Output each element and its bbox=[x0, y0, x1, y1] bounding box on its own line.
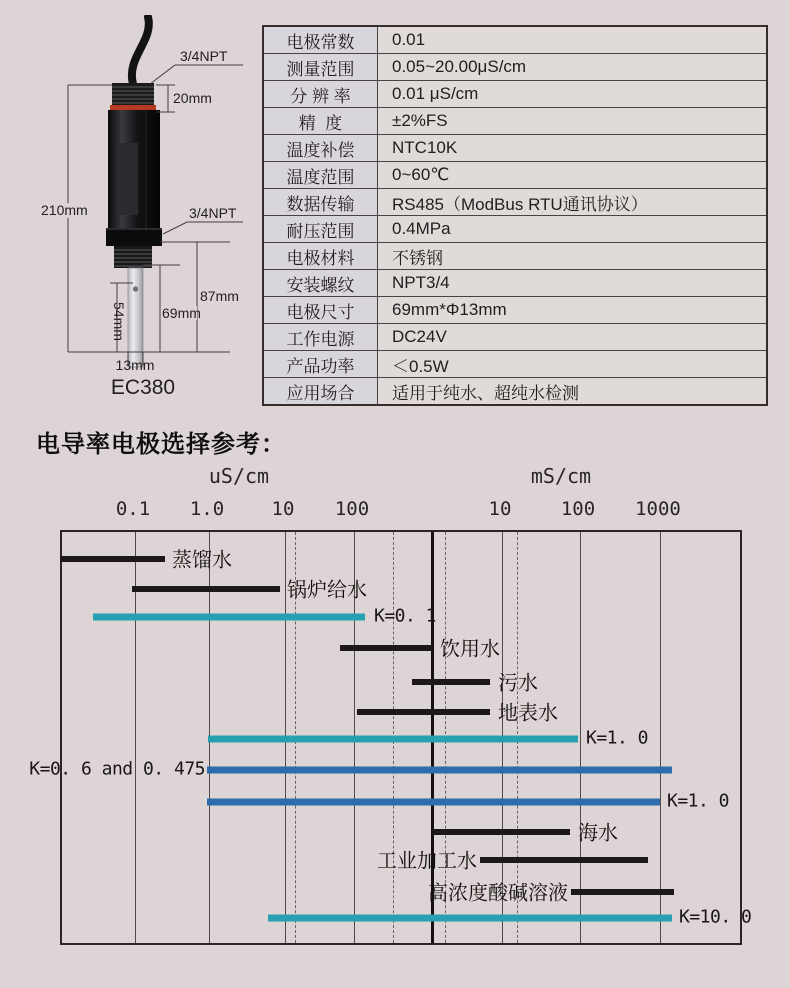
tick-label: 100 bbox=[334, 498, 370, 520]
bar-label: K=1. 0 bbox=[586, 727, 649, 749]
range-bar bbox=[132, 586, 280, 592]
dim-shaft-dia-label: 13mm bbox=[115, 357, 155, 373]
spec-label: 电极常数 bbox=[264, 27, 378, 53]
tick-label: 100 bbox=[560, 498, 596, 520]
spec-label: 温度补偿 bbox=[264, 135, 378, 161]
spec-label: 安装螺纹 bbox=[264, 270, 378, 296]
range-bar bbox=[93, 614, 365, 621]
gridline-solid bbox=[135, 532, 136, 943]
spec-value: ±2%FS bbox=[392, 111, 448, 130]
gridline-solid bbox=[580, 532, 581, 943]
dim-npt-mid-label: 3/4NPT bbox=[189, 205, 237, 221]
spec-label: 精 度 bbox=[264, 108, 378, 134]
bar-label: K=10. 0 bbox=[679, 906, 752, 928]
bar-label: 蒸馏水 bbox=[172, 549, 232, 572]
range-bar bbox=[60, 556, 165, 562]
spec-value: 69mm*Φ13mm bbox=[392, 300, 507, 319]
spec-label: 电极尺寸 bbox=[264, 297, 378, 323]
spec-value: 0~60℃ bbox=[392, 165, 450, 184]
spec-value: 0.05~20.00μS/cm bbox=[392, 57, 527, 76]
probe-model-label: EC380 bbox=[110, 376, 176, 399]
gridline-solid bbox=[660, 532, 661, 943]
spec-label: 产品功率 bbox=[264, 351, 378, 377]
dim-total-length-label: 210mm bbox=[41, 202, 88, 218]
bar-label: 污水 bbox=[498, 672, 538, 695]
range-bar bbox=[480, 857, 648, 863]
tick-label: 1000 bbox=[635, 498, 681, 520]
spec-label: 应用场合 bbox=[264, 378, 378, 404]
tick-label: 10 bbox=[271, 498, 295, 520]
range-bar bbox=[268, 915, 672, 922]
range-bar bbox=[412, 679, 490, 685]
spec-label: 工作电源 bbox=[264, 324, 378, 350]
bar-label: 工业加工水 bbox=[377, 850, 477, 873]
spec-value: 0.01 bbox=[392, 30, 426, 49]
spec-value: RS485（ModBus RTU通讯协议） bbox=[392, 194, 648, 214]
range-bar bbox=[571, 889, 674, 895]
range-bar bbox=[357, 709, 490, 715]
spec-label: 数据传输 bbox=[264, 189, 378, 215]
bar-label: 饮用水 bbox=[440, 638, 500, 661]
bar-label: 锅炉给水 bbox=[287, 579, 367, 602]
tick-label: 1.0 bbox=[189, 498, 225, 520]
spec-label: 分 辨 率 bbox=[264, 81, 378, 107]
spec-value: ＜0.5W bbox=[392, 356, 449, 376]
unit-left-label: uS/cm bbox=[208, 464, 270, 488]
spec-label: 温度范围 bbox=[264, 162, 378, 188]
range-bar bbox=[208, 736, 578, 743]
spec-value: NPT3/4 bbox=[392, 273, 450, 292]
chart-title: 电导率电极选择参考： bbox=[36, 431, 286, 458]
bar-label: 地表水 bbox=[498, 702, 558, 725]
bar-label: 海水 bbox=[578, 822, 618, 845]
dim-lower-length-label: 87mm bbox=[200, 288, 239, 304]
unit-right-label: mS/cm bbox=[530, 464, 592, 488]
bar-label: 高浓度酸碱溶液 bbox=[428, 882, 568, 905]
range-bar bbox=[340, 645, 432, 651]
range-bar bbox=[434, 829, 570, 835]
tick-label: 0.1 bbox=[115, 498, 151, 520]
spec-value: NTC10K bbox=[392, 138, 458, 157]
range-bar bbox=[207, 799, 660, 806]
spec-label: 耐压范围 bbox=[264, 216, 378, 242]
dim-npt-top-label: 3/4NPT bbox=[180, 48, 228, 64]
dim-shaft-length-label: 69mm bbox=[162, 305, 201, 321]
bar-label: K=0. 6 and 0. 475 bbox=[29, 758, 205, 780]
spec-value: 0.01 μS/cm bbox=[392, 84, 479, 103]
dim-cap-length-label: 20mm bbox=[173, 90, 212, 106]
spec-value: 不锈钢 bbox=[392, 248, 443, 268]
spec-value: 0.4MPa bbox=[392, 219, 451, 238]
tick-label: 10 bbox=[488, 498, 512, 520]
spec-value: 适用于纯水、超纯水检测 bbox=[392, 383, 579, 403]
dim-hole-length-label: 54mm bbox=[111, 302, 127, 341]
range-bar bbox=[207, 767, 672, 774]
spec-label: 测量范围 bbox=[264, 54, 378, 80]
spec-label: 电极材料 bbox=[264, 243, 378, 269]
bar-label: K=1. 0 bbox=[667, 790, 730, 812]
spec-value: DC24V bbox=[392, 327, 447, 346]
bar-label: K=0. 1 bbox=[374, 605, 437, 627]
